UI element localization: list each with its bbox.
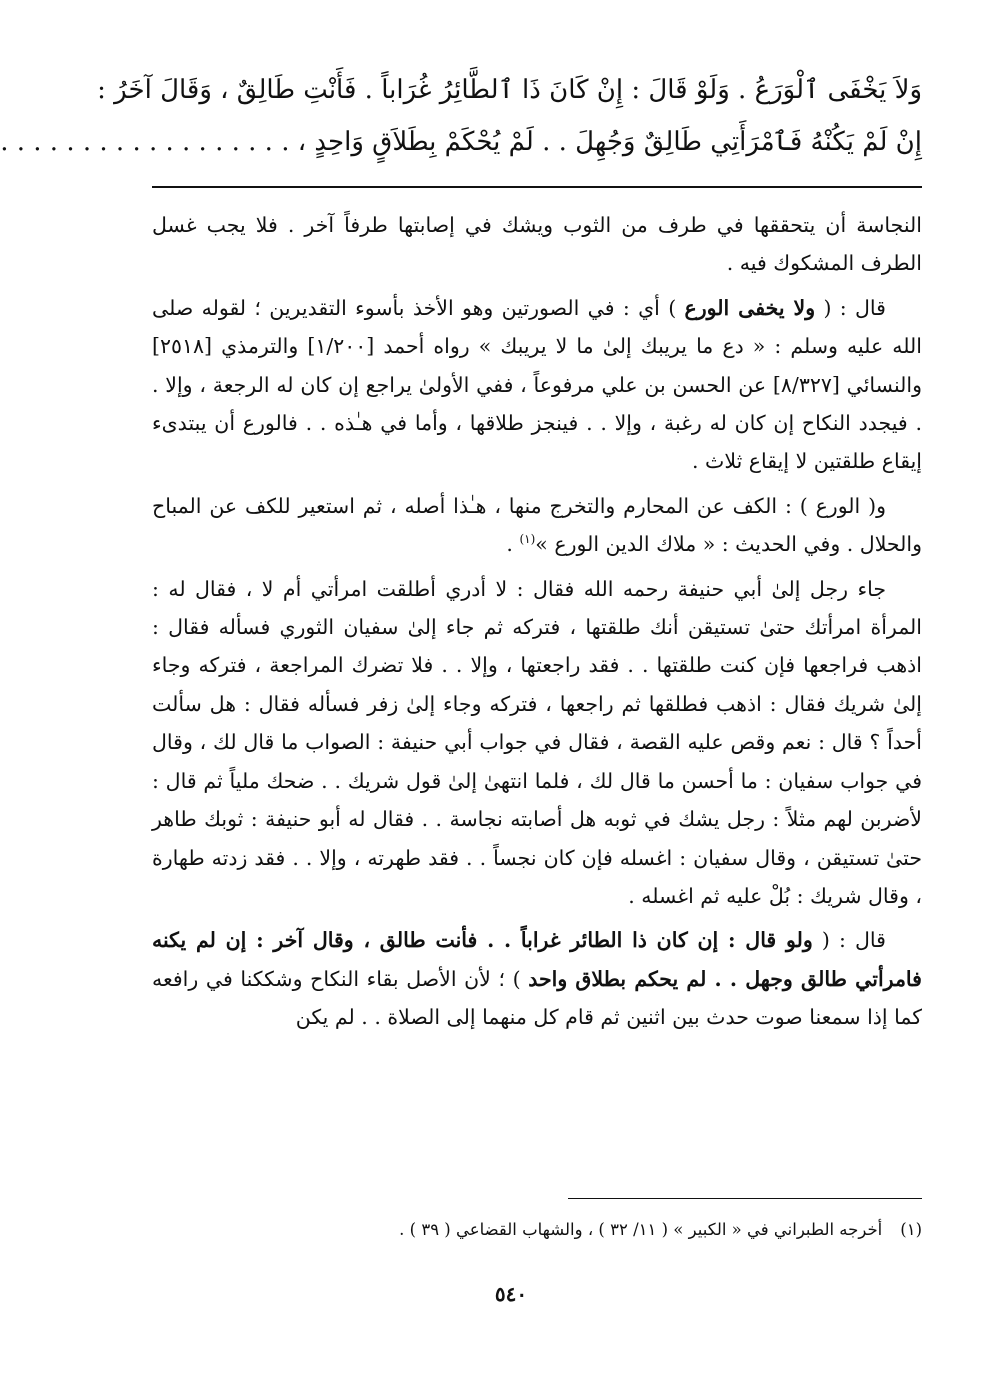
footnote-number: (١) (900, 1220, 922, 1239)
paragraph-3-body: و( الورع ) : الكف عن المحارم والتخرج منها ، هـٰذا أصله ، ثم استعير للكف عن المباح والحلال . وفي الحديث : « ملاك الدين الورع » (152, 493, 922, 557)
paragraph-5-body: ) ؛ لأن الأصل بقاء النكاح وشككنا في رافعه كما إذا سمعنا صوت حدث بين اثنين ثم قام كل منهما إلى الصلاة . . لم يكن (152, 966, 922, 1030)
paragraph-2 (152, 289, 922, 481)
paragraph-5-intro: قال : ( (821, 928, 886, 953)
footnote-reference: (١) (519, 532, 536, 547)
paragraph-1: النجاسة أن يتحققها في طرف من الثوب ويشك في إصابتها طرفاً آخر . فلا يجب غسل الطرف المشكوك فيه . (152, 213, 922, 276)
paragraph-5 (152, 921, 922, 1036)
footnote-divider (568, 1198, 922, 1199)
paragraph-4: جاء رجل إلىٰ أبي حنيفة رحمه الله فقال : لا أدري أطلقت امرأتي أم لا ، فقال له : المرأة امرأتك حتىٰ تستيقن أنك طلقتها ، فتركه ثم جاء إلىٰ سفيان الثوري فسأله فقال : اذهب فراجعها فإن كنت طلقتها . . فقد راجعتها ، وإلا . . فلا تضرك المراجعة ، فتركه وجاء إلىٰ شريك فقال : اذهب فطلقها ثم راجعها ، فتركه وجاء إلىٰ زفر فسأله فقال : هل سألت أحداً ؟ قال : نعم وقص عليه القصة ، فقال في جواب أبي حنيفة : الصواب ما قال لك ، وقال في جواب سفيان : ما أحسن ما قال لك ، فلما انتهىٰ إلىٰ قول شريك . . ضحك ملياً ثم قال : لأضربن لهم مثلاً : رجل يشك في ثوبه هل أصابته نجاسة . . فقال له أبو حنيفة : ثوبك طاهر حتىٰ تستيقن ، وقال سفيان : اغسله فإن كان نجساً . . فقد طهرته ، وإلا . . فقد زدته طهارة ، وقال شريك : بُلْ عليه ثم اغسله . (152, 576, 922, 908)
paragraph-2-quote: ولا يخفى الورع (684, 295, 816, 320)
matn-line-2: إِنْ لَمْ يَكُنْهُ فَٱمْرَأَتِي طَالِقٌ وَجُهِلَ . . لَمْ يُحْكَمْ بِطَلاَقٍ وَاحِدٍ ، . . . . . . . . . . . . . . . . . . (0, 127, 922, 157)
paragraph-2-body: ) أي : في الصورتين وهو الأخذ بأسوء التقديرين ؛ لقوله صلى الله عليه وسلم : « دع ما يريبك إلىٰ ما لا يريبك » رواه أحمد [١/٢٠٠] والترمذي [٢٥١٨] والنسائي [٨/٣٢٧] عن الحسن بن علي مرفوعاً ، ففي الأولىٰ يراجع إن كان له الرجعة ، وإلا . . فيجدد النكاح إن كان له رغبة ، وإلا . . فينجز طلاقها ، وأما في هـٰذه . . فالورع أن يبتدىء إيقاع طلقتين لا إيقاع ثلاث . (152, 295, 922, 474)
paragraph-2-intro: قال : ( (823, 295, 886, 320)
matn-divider (152, 186, 922, 188)
footnote-text: أخرجه الطبراني في « الكبير » ( ١١/ ٣٢ ) ، والشهاب القضاعي ( ٣٩ ) . (399, 1220, 883, 1239)
paragraph-3 (152, 487, 922, 564)
commentary-text (152, 206, 922, 1043)
footnote (152, 1216, 922, 1244)
matn-line-1: وَلاَ يَخْفَى ٱلْوَرَعُ . وَلَوْ قَالَ : إِنْ كَانَ ذَا ٱلطَّائِرُ غُرَاباً . فَأَنْتِ طَالِقٌ ، وَقَالَ آخَرُ : (97, 75, 922, 105)
matn-text (0, 64, 922, 168)
page-number: ٥٤٠ (494, 1282, 528, 1306)
paragraph-5-quote: ولو قال : إن كان ذا الطائر غراباً . . فأنت طالق ، وقال آخر : إن لم يكنه فامرأتي طالق وجهل . . لم يحكم بطلاق واحد (152, 928, 922, 991)
paragraph-3-end: . (506, 532, 520, 557)
